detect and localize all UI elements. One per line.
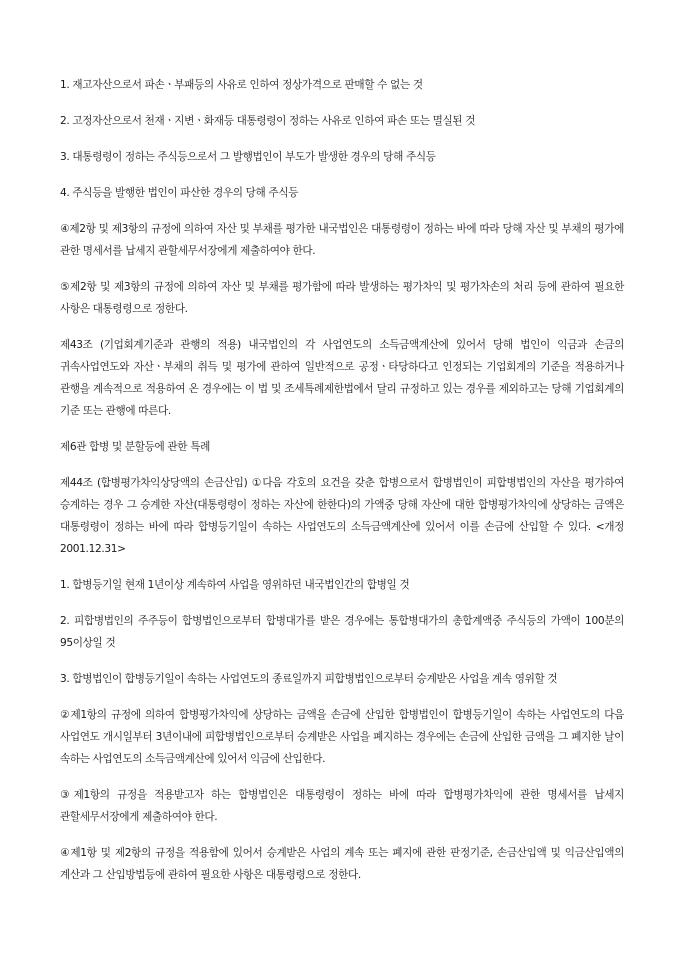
article-44-clause-2: ②제1항의 규정에 의하여 합병평가차익에 상당하는 금액을 손금에 산입한 합병법인이 합병등기일이 속하는 사업연도의 다음 사업연도 개시일부터 3년이내에 피합병법인으로부터 승계받은 사업을 폐지하는 경우에는 손금에 산입한 금액을 그 폐지한 날이 속하는 사업연도의 소득금액계산에 있어서 익금에 산입한다.	[60, 709, 624, 765]
item-4-shares-insolvency: 4. 주식등을 발행한 법인이 파산한 경우의 당해 주식등	[60, 187, 299, 199]
clause-5-valuation-matters: ⑤제2항 및 제3항의 규정에 의하여 자산 및 부채를 평가함에 따라 발생하는 평가차익 및 평가차손의 처리 등에 관하여 필요한 사항은 대통령령으로 정한다.	[60, 281, 624, 315]
article-44-item-3: 3. 합병법인이 합병등기일이 속하는 사업연도의 종료일까지 피합병법인으로부터 승계받은 사업을 계속 영위할 것	[60, 673, 558, 685]
clause-4-statement-submission: ④제2항 및 제3항의 규정에 의하여 자산 및 부채를 평가한 내국법인은 대통령령이 정하는 바에 따라 당해 자산 및 부채의 평가에 관한 명세서를 납세지 관할세무서장에게 제출하여야 한다.	[60, 223, 624, 257]
article-44-item-2: 2. 피합병법인의 주주등이 합병법인으로부터 합병대가를 받은 경우에는 통합병대가의 총합계액중 주식등의 가액이 100분의 95이상일 것	[60, 615, 624, 649]
document-page	[60, 74, 624, 900]
item-1-inventory: 1. 재고자산으로서 파손ㆍ부패등의 사유로 인하여 정상가격으로 판매할 수 없는 것	[60, 79, 423, 91]
article-43-accounting-standards: 제43조 (기업회계기준과 관행의 적용) 내국법인의 각 사업연도의 소득금액계산에 있어서 당해 법인이 익금과 손금의 귀속사업연도와 자산ㆍ부채의 취득 및 평가에 관하여 일반적으로 공정ㆍ타당하다고 인정되는 기업회계의 기준을 적용하거나 관행을 계속적으로 적용하여 온 경우에는 이 법 및 조세특례제한법에서 달리 규정하고 있는 경우를 제외하고는 당해 기업회계의 기준 또는 관행에 따른다.	[60, 339, 624, 417]
article-44-merger-gain: 제44조 (합병평가차익상당액의 손금산입) ①다음 각호의 요건을 갖춘 합병으로서 합병법인이 피합병법인의 자산을 평가하여 승계하는 경우 그 승계한 자산(대통령령이 정하는 자산에 한한다)의 가액중 당해 자산에 대한 합병평가차익에 상당하는 금액은 대통령령이 정하는 바에 따라 합병등기일이 속하는 사업연도의 소득금액계산에 있어서 이를 손금에 산입할 수 있다. <개정 2001.12.31>	[60, 477, 624, 555]
article-44-clause-3: ③제1항의 규정을 적용받고자 하는 합병법인은 대통령령이 정하는 바에 따라 합병평가차익에 관한 명세서를 납세지 관할세무서장에게 제출하여야 한다.	[60, 789, 624, 823]
article-44-clause-4: ④제1항 및 제2항의 규정을 적용함에 있어서 승계받은 사업의 계속 또는 폐지에 관한 판정기준, 손금산입액 및 익금산입액의 계산과 그 산입방법등에 관하여 필요한 사항은 대통령령으로 정한다.	[60, 847, 624, 881]
item-2-fixed-assets: 2. 고정자산으로서 천재ㆍ지변ㆍ화재등 대통령령이 정하는 사유로 인하여 파손 또는 멸실된 것	[60, 115, 476, 127]
section-6-heading: 제6관 합병 및 분할등에 관한 특례	[60, 441, 210, 453]
article-44-item-1: 1. 합병등기일 현재 1년이상 계속하여 사업을 영위하던 내국법인간의 합병일 것	[60, 579, 410, 591]
item-3-shares-bankruptcy: 3. 대통령령이 정하는 주식등으로서 그 발행법인이 부도가 발생한 경우의 당해 주식등	[60, 151, 436, 163]
